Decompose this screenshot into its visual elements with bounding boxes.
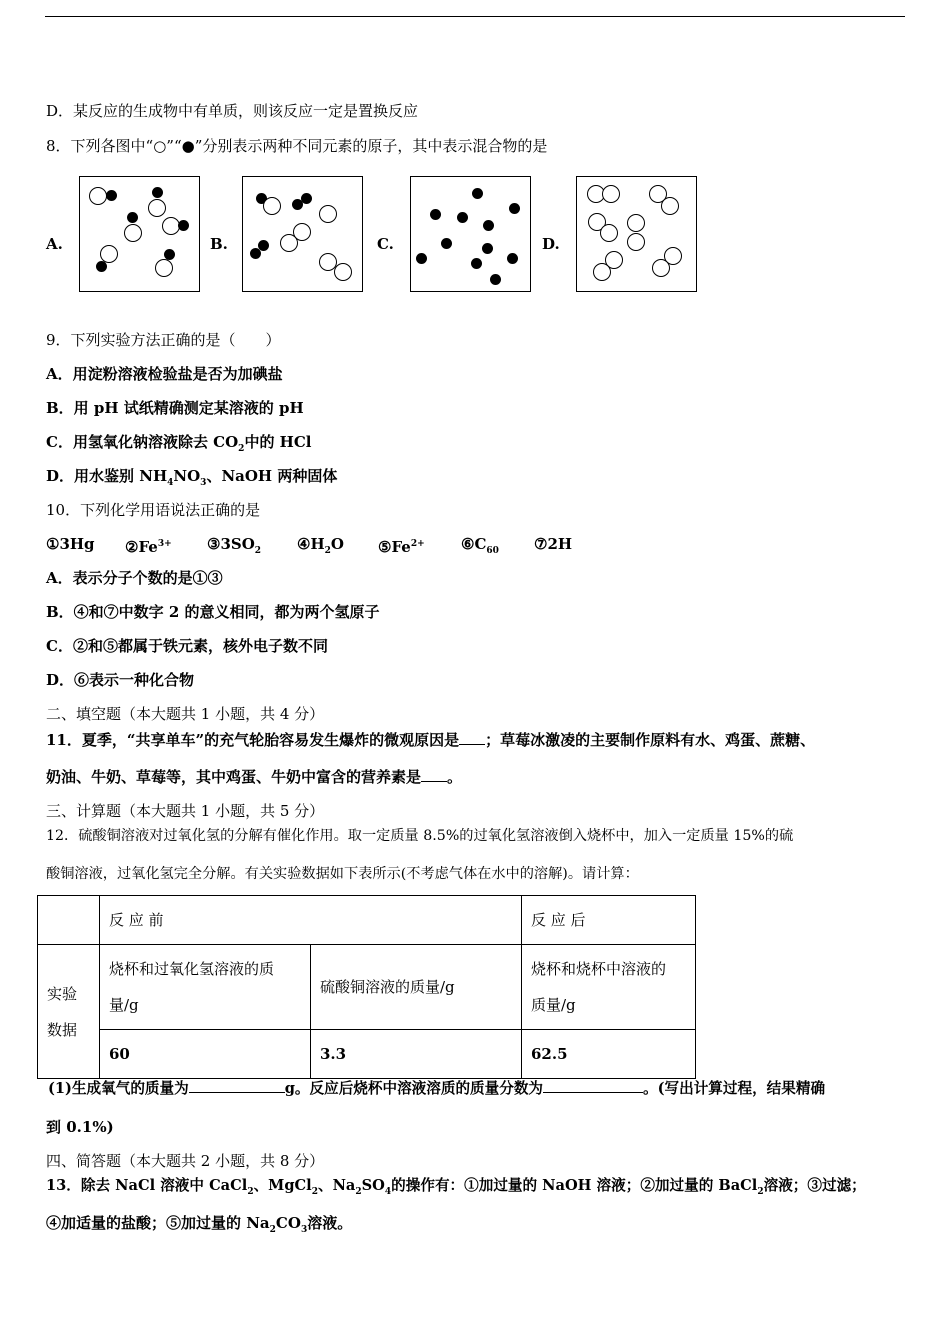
white-atom-icon xyxy=(600,224,618,242)
q10-item-4: $④H_2O$ xyxy=(297,535,344,556)
black-atom-icon xyxy=(178,220,189,231)
black-atom-icon xyxy=(490,274,501,285)
table-value-3: 62.5 xyxy=(522,1030,696,1079)
q8-label-b: B. xyxy=(210,235,228,253)
q9-option-a: A．用淀粉溶液检验盐是否为加碘盐 xyxy=(46,365,283,383)
q13-line-1: 13．除去 NaCl 溶液中 CaCl$_2$、MgCl$_2$、$Na_2SO_4$的操作有：①加过量的 NaOH 溶液；②加过量的 BaCl$_2$溶液；③过滤； xyxy=(46,1177,866,1197)
black-atom-icon xyxy=(483,220,494,231)
table-corner-cell xyxy=(38,896,100,945)
table-col-cuso4: 硫酸铜溶液的质量/g xyxy=(311,945,522,1030)
table-col-beaker-h2o2: 烧杯和过氧化氢溶液的质 量/g xyxy=(100,945,311,1030)
black-atom-icon xyxy=(471,258,482,269)
table-col-beaker-after: 烧杯和烧杯中溶液的 质量/g xyxy=(522,945,696,1030)
q9-option-d: D．用水鉴别 $NH_4NO_3$、NaOH 两种固体 xyxy=(46,467,338,488)
black-atom-icon xyxy=(509,203,520,214)
q9-stem: 9．下列实验方法正确的是（ ） xyxy=(46,331,281,349)
q8-label-a: A. xyxy=(46,235,63,253)
black-atom-icon xyxy=(106,190,117,201)
q8-label-c: C. xyxy=(377,235,394,253)
section-2-heading: 二、填空题（本大题共 1 小题，共 4 分） xyxy=(46,705,325,723)
black-atom-icon xyxy=(482,243,493,254)
section-3-heading: 三、计算题（本大题共 1 小题，共 5 分） xyxy=(46,802,325,820)
white-atom-icon xyxy=(124,224,142,242)
answer-blank[interactable] xyxy=(421,781,447,782)
q10-item-5: $⑤Fe^{2+}$ xyxy=(378,538,425,556)
q8-stem: 8．下列各图中“○”“●”分别表示两种不同元素的原子，其中表示混合物的是 xyxy=(46,137,548,155)
table-value-1: 60 xyxy=(100,1030,311,1079)
q10-stem: 10．下列化学用语说法正确的是 xyxy=(46,501,261,519)
black-atom-icon xyxy=(96,261,107,272)
black-atom-icon xyxy=(472,188,483,199)
white-atom-icon xyxy=(593,263,611,281)
white-atom-icon xyxy=(89,187,107,205)
q9-option-b: B．用 pH 试纸精确测定某溶液的 pH xyxy=(46,399,304,417)
q8-label-d: D. xyxy=(542,235,560,253)
white-atom-icon xyxy=(148,199,166,217)
black-atom-icon xyxy=(430,209,441,220)
black-atom-icon xyxy=(416,253,427,264)
header-rule xyxy=(45,16,905,17)
q12-subquestion-1-cont: 到 0.1%) xyxy=(46,1118,114,1136)
answer-blank[interactable] xyxy=(459,744,485,745)
q7-option-d: D．某反应的生成物中有单质，则该反应一定是置换反应 xyxy=(46,102,419,120)
black-atom-icon xyxy=(127,212,138,223)
q10-option-d: D．⑥表示一种化合物 xyxy=(46,671,195,689)
table-header-before: 反 应 前 xyxy=(100,896,522,945)
white-atom-icon xyxy=(627,233,645,251)
white-atom-icon xyxy=(602,185,620,203)
black-atom-icon xyxy=(441,238,452,249)
q8-figure-b xyxy=(242,176,363,292)
q12-line-1: 12．硫酸铜溶液对过氧化氢的分解有催化作用。取一定质量 8.5%的过氧化氢溶液倒入烧杯中，加入一定质量 15%的硫 xyxy=(46,828,794,844)
q10-option-c: C．②和⑤都属于铁元素，核外电子数不同 xyxy=(46,637,328,655)
white-atom-icon xyxy=(334,263,352,281)
q10-item-2: $②Fe^{3+}$ xyxy=(125,538,172,556)
black-atom-icon xyxy=(457,212,468,223)
q12-subquestion-1: (1)生成氧气的质量为 g。反应后烧杯中溶液溶质的质量分数为 。(写出计算过程，结果精确 xyxy=(48,1080,826,1097)
table-header-after: 反 应 后 xyxy=(522,896,696,945)
answer-blank[interactable] xyxy=(189,1092,285,1093)
q8-figure-a xyxy=(79,176,200,292)
white-atom-icon xyxy=(627,214,645,232)
q11-line-2: 奶油、牛奶、草莓等，其中鸡蛋、牛奶中富含的营养素是 。 xyxy=(46,768,463,786)
answer-blank[interactable] xyxy=(543,1092,643,1093)
q10-option-b: B．④和⑦中数字 2 的意义相同，都为两个氢原子 xyxy=(46,603,380,621)
q12-data-table xyxy=(37,895,696,1079)
black-atom-icon xyxy=(250,248,261,259)
black-atom-icon xyxy=(507,253,518,264)
white-atom-icon xyxy=(155,259,173,277)
white-atom-icon xyxy=(263,197,281,215)
q10-item-7: ⑦2H xyxy=(534,535,573,553)
white-atom-icon xyxy=(661,197,679,215)
q8-figure-d xyxy=(576,176,697,292)
q10-item-1: ①3Hg xyxy=(46,535,95,553)
q10-item-6: $⑥C_{60}$ xyxy=(461,535,499,556)
white-atom-icon xyxy=(280,234,298,252)
white-atom-icon xyxy=(319,205,337,223)
q11-line-1: 11．夏季，“共享单车”的充气轮胎容易发生爆炸的微观原因是 ；草莓冰激凌的主要制作原料有水、鸡蛋、蔗糖、 xyxy=(46,731,816,749)
white-atom-icon xyxy=(652,259,670,277)
q12-line-2: 酸铜溶液，过氧化氢完全分解。有关实验数据如下表所示(不考虑气体在水中的溶解)。请计算： xyxy=(46,866,639,882)
table-row-label: 实验 数据 xyxy=(38,945,100,1079)
q8-figure-c xyxy=(410,176,531,292)
table-value-2: 3.3 xyxy=(311,1030,522,1079)
q10-option-a: A．表示分子个数的是①③ xyxy=(46,569,223,587)
q9-option-c: C．用氢氧化钠溶液除去 $CO_2$中的 HCl xyxy=(46,433,312,454)
q10-item-3: $③3SO_2$ xyxy=(207,535,262,556)
black-atom-icon xyxy=(301,193,312,204)
section-4-heading: 四、简答题（本大题共 2 小题，共 8 分） xyxy=(46,1152,325,1170)
q13-line-2: ④加适量的盐酸；⑤加过量的 $Na_2CO_3$溶液。 xyxy=(46,1214,353,1235)
black-atom-icon xyxy=(152,187,163,198)
